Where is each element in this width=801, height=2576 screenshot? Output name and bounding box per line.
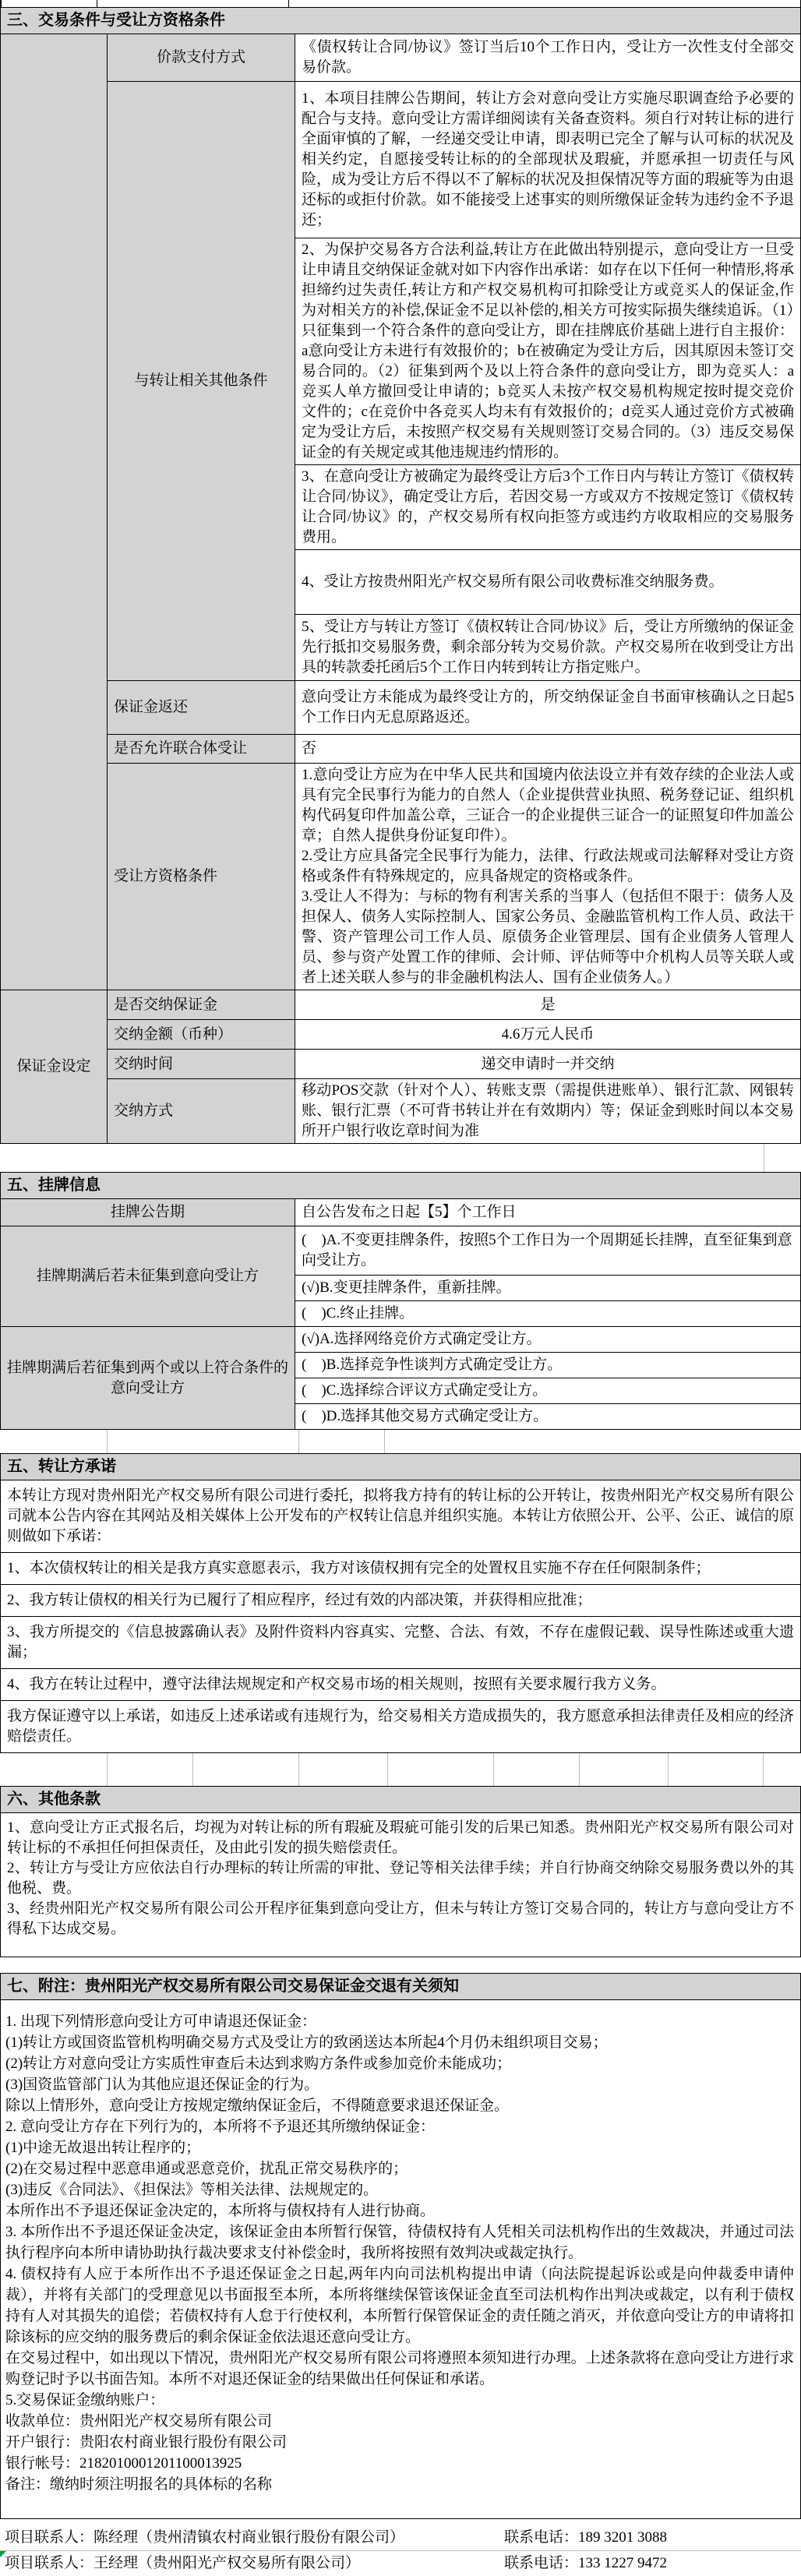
green-corner-marker-icon <box>0 2551 6 2557</box>
option-no-transferee-c: ( )C.终止挂牌。 <box>295 1301 801 1327</box>
label-price-payment: 价款支付方式 <box>108 34 295 82</box>
separator <box>0 1430 801 1453</box>
other-condition-2: 2、为保护交易各方合法利益,转让方在此做出特别提示，意向受让方一旦受让申请且交纳保证金就对如下内容作出承诺：如存在以下任何一种情形,将承担缔约过失责任,转让方和产权交易机构可扣除受让方或竞买人的保证金,作为对相关方的补偿,保证金不足以补偿的,相关方可按实际损失继续追诉。（1）只征集到一个符合条件的意向受让方，即在挂牌底价基础上进行自主报价：a意向受让方未进行有效报价的；b在被确定为受让方后，因其原因未签订交易合同的。（2）征集到两个及以上符合条件的意向受让方，即为竞买人：a竞买人单方撤回受让申请的；b竞买人未按产权交易机构规定按时提交竞价文件的；c在竞价中各竞买人均未有有效报价的；d竞买人通过竞价方式被确定为受让方后，未按照产权交易有关规则签订交易合同的。（3）违反交易保证金的有关规定或其他违规违约情形的。 <box>295 238 801 465</box>
promise-list <box>1 1480 800 1752</box>
label-no-transferee: 挂牌期满后若未征集到意向受让方 <box>1 1226 295 1327</box>
notes-list <box>5 2011 794 2495</box>
other-clause-item: 1、意向受让方正式报名后，均视为对转让标的所有瑕疵及瑕疵可能引发的后果已知悉。贵州阳光产权交易所有限公司对转让标的不承担任何担保责任，及由此引发的损失赔偿责任。 <box>7 1819 794 1856</box>
promise-paragraph: 3、我方所提交的《信息披露确认表》及附件资料内容真实、完整、合法、有效，不存在虚假记载、误导性陈述或重大遗漏； <box>1 1616 800 1668</box>
section5-listing-header: 五、挂牌信息 <box>0 1172 801 1199</box>
note-line: 1. 出现下列情形意向受让方可申请退还保证金： <box>5 2013 317 2030</box>
promise-paragraph: 本转让方现对贵州阳光产权交易所有限公司进行委托，拟将我方持有的转让标的公开转让，按贵州阳光产权交易所有限公司就本公告内容在其网站及相关媒体上公开发布的产权转让信息并组织实施。本转让方依照公开、公平、公正、诚信的原则做如下承诺： <box>7 1487 794 1544</box>
separator <box>0 1957 801 1973</box>
value-deposit-return: 意向受让方未能成为最终受让方的，所交纳保证金自书面审核确认之日起5个工作日内无息原路返还。 <box>295 681 801 735</box>
promise-paragraph: 我方保证遵守以上承诺，如违反上述承诺或有违规行为，给交易相关方造成损失的，我方愿意承担法律责任及相应的经济赔偿责任。 <box>1 1700 800 1752</box>
other-clauses-box <box>0 1813 801 1957</box>
other-condition-1: 1、本项目挂牌公告期间，转让方会对意向受让方实施尽职调查给予必要的配合与支持。意向受让方需详细阅读有关备查资料。须自行对转让标的进行全面审慎的了解，一经递交受让申请，即表明已完全了解与认可标的状况及相关约定，自愿接受转让标的的全部现状及瑕疵，并愿承担一切责任与风险，成为受让方后不得以不了解标的状况及担保情况等方面的瑕疵等为由退还标的或拒付价款。如不能接受上述事实的则所缴保证金转为违约金不予退还； <box>295 82 801 238</box>
contacts <box>0 2525 801 2576</box>
contact-row-2 <box>0 2550 801 2576</box>
left-group-empty-cell <box>1 34 108 990</box>
option-no-transferee-a: ( )A.不变更挂牌条件，按照5个工作日为一个周期延长挂牌，直至征集到意向受让方。 <box>295 1226 801 1276</box>
value-qualification <box>295 764 801 990</box>
note-line: 开户银行：贵阳农村商业银行股份有限公司 <box>5 2434 288 2451</box>
contact-phone: 联系电话：189 3201 3088 <box>504 2529 668 2546</box>
table-row <box>1 82 801 238</box>
other-clause-item: 3、经贵州阳光产权交易所有限公司公开程序征集到意向受让方，但未与转让方签订交易合同的，转让方与意向受让方不得私下达成交易。 <box>7 1900 794 1937</box>
label-other-conditions: 与转让相关其他条件 <box>108 82 295 681</box>
value-deposit-method: 移动POS交款（针对个人）、转账支票（需提供进账单）、银行汇款、网银转账、银行汇票（不可背书转让并在有效期内）等；保证金到账时间以本交易所开户银行收讫章时间为准 <box>295 1079 801 1144</box>
section7-header: 七、附注：贵州阳光产权交易所有限公司交易保证金交退有关须知 <box>0 1973 801 2000</box>
label-joint-transferee: 是否允许联合体受让 <box>108 735 295 764</box>
option-multi-c: ( )C.选择综合评议方式确定受让方。 <box>295 1378 801 1404</box>
note-line: 除以上情形外，意向受让方按规定缴纳保证金后，不得随意要求退还保证金。 <box>5 2098 510 2114</box>
contact-phone: 联系电话：133 1227 9472 <box>504 2555 668 2571</box>
table-row <box>1 1327 801 1353</box>
note-line: 收款单位：贵州阳光产权交易所有限公司 <box>5 2413 273 2430</box>
table-row <box>1 1079 801 1144</box>
other-condition-4: 4、受让方按贵州阳光产权交易所有限公司收费标准交纳服务费。 <box>295 550 801 615</box>
note-line: (2)在交易过程中恶意串通或恶意竞价，扰乱正常交易秩序的； <box>5 2161 408 2177</box>
label-deposit-time: 交纳时间 <box>108 1050 295 1079</box>
note-line: 本所作出不予退还保证金决定的，本所将与债权持有人进行协商。 <box>5 2203 436 2219</box>
table-row <box>1 1050 801 1079</box>
section6-header: 六、其他条款 <box>0 1786 801 1813</box>
notes-box <box>0 2000 801 2519</box>
note-line: 4. 债权持有人应于本所作出不予退还保证金之日起,两年内向司法机构提出申请（向法院提起诉讼或是向仲裁委申请仲裁），并将有关部门的受理意见以书面报至本所，本所将继续保管该保证金直至司法机构作出判决或裁定，以有利于债权持有人对其损失的追偿；若债权持有人怠于行使权利，本所暂行保管保证金的责任随之消灭，并依意向受让方的申请将扣除该标的应交纳的服务费后的剩余保证金依法退还意向受让方。 <box>5 2266 794 2345</box>
option-multi-d: ( )D.选择其他交易方式确定受让方。 <box>295 1404 801 1430</box>
top-sliver <box>0 0 801 7</box>
contact-name: 项目联系人：陈经理（贵州清镇农村商业银行股份有限公司） <box>5 2529 405 2546</box>
value-joint-transferee: 否 <box>295 735 801 764</box>
label-announce-period: 挂牌公告期 <box>1 1199 295 1226</box>
note-line: (2)转让方对意向受让方实质性审查后未达到求购方条件或参加竞价未能成功； <box>5 2056 512 2072</box>
other-condition-5: 5、受让方与转让方签订《债权转让合同/协议》后，受让方所缴纳的保证金先行抵扣交易服务费，剩余部分转为交易价款。产权交易所在收到受让方出具的转款委托函后5个工作日内转到转让方指定账户。 <box>295 615 801 681</box>
note-line: (1)中途无故退出转让程序的； <box>5 2140 201 2156</box>
table-row <box>1 1199 801 1226</box>
value-deposit-required: 是 <box>295 990 801 1020</box>
note-line: (3)违反《合同法》、《担保法》等相关法律、法规规定的。 <box>5 2182 379 2198</box>
listing-table <box>0 1198 801 1430</box>
qualification-item: 2.受让方应具备完全民事行为能力，法律、行政法规或司法解释对受让方资格或条件有特殊规定的，应具备规定的资格或条件。 <box>302 848 794 884</box>
qualification-item: 1.意向受让方应为在中华人民共和国境内依法设立并有效存续的企业法人或具有完全民事行为能力的自然人（企业提供营业执照、税务登记证、组织机构代码复印件加盖公章，三证合一的企业提供三证合一的证照复印件加盖公章；自然人提供身份证复印件）。 <box>302 767 794 844</box>
note-line: (1)转让方或国资监管机构明确交易方式及受让方的致函送达本所起4个月仍未组织项目交易； <box>5 2034 608 2051</box>
note-line: 5.交易保证金缴纳账户： <box>5 2392 165 2408</box>
label-deposit-amount: 交纳金额（币种） <box>108 1020 295 1050</box>
promise-box <box>0 1480 801 1753</box>
value-price-payment: 《债权转让合同/协议》签订当后10个工作日内，受让方一次性支付全部交易价款。 <box>295 34 801 82</box>
label-multiple-transferees: 挂牌期满后若征集到两个或以上符合条件的意向受让方 <box>1 1327 295 1430</box>
note-line: 2. 意向受让方存在下列行为的，本所将不予退还其所缴纳保证金： <box>5 2119 436 2135</box>
option-multi-a: (√)A.选择网络竞价方式确定受让方。 <box>295 1327 801 1353</box>
separator <box>0 1144 801 1172</box>
note-line: 3. 本所作出不予退还保证金决定，该保证金由本所暂行保管，待债权持有人凭相关司法机构作出的生效裁决，并通过司法执行程序向本所申请协助执行裁决要求支付补偿金时，我所将按照有效判决或裁定执行。 <box>5 2224 794 2261</box>
other-clauses-list <box>7 1818 794 1939</box>
label-deposit-required: 是否交纳保证金 <box>108 990 295 1020</box>
conditions-table <box>0 34 801 1144</box>
section5-promise-header: 五、转让方承诺 <box>0 1453 801 1480</box>
value-announce-period: 自公告发布之日起【5】个工作日 <box>295 1199 801 1226</box>
label-deposit-method: 交纳方式 <box>108 1079 295 1144</box>
table-row <box>1 681 801 735</box>
note-line: 银行帐号：2182010001201100013925 <box>5 2455 242 2472</box>
label-deposit-group: 保证金设定 <box>1 990 108 1144</box>
table-row <box>1 1226 801 1276</box>
note-line: 在交易过程中，如出现以下情况，贵州阳光产权交易所有限公司将遵照本须知进行办理。上述条款将在意向受让方进行求购登记时予以书面告知。本所不对退还保证金的结果做出任何保证和承诺。 <box>5 2350 794 2387</box>
value-deposit-amount: 4.6万元人民币 <box>295 1020 801 1050</box>
table-row <box>1 34 801 82</box>
qualification-item: 3.受让人不得为：与标的物有利害关系的当事人（包括但不限于：债务人及担保人、债务人实际控制人、国家公务员、金融监管机构工作人员、政法干警、资产管理公司工作人员、原债务企业管理层、国有企业债务人管理人员、参与资产处置工作的律师、会计师、评估师等中介机构人员等关联人或者上述关联人参与的非金融机构法人、国有企业债务人。） <box>302 888 794 986</box>
note-line: (3)国资监管部门认为其他应退还保证金的行为。 <box>5 2077 319 2093</box>
separator <box>0 1753 801 1786</box>
other-condition-3: 3、在意向受让方被确定为最终受让方后3个工作日内与转让方签订《债权转让合同/协议》，确定受让方后，若因交易一方或双方不按规定签订《债权转让合同/协议》的，产权交易所有权向拒签方或违约方收取相应的交易服务费用。 <box>295 465 801 550</box>
contact-name: 项目联系人：王经理（贵州阳光产权交易所有限公司） <box>5 2555 361 2571</box>
promise-paragraph: 2、我方转让债权的相关行为已履行了相应程序，经过有效的内部决策，并获得相应批准； <box>1 1584 800 1616</box>
option-multi-b: ( )B.选择竞争性谈判方式确定受让方。 <box>295 1353 801 1378</box>
table-row <box>1 990 801 1020</box>
contact-row-1 <box>0 2525 801 2550</box>
table-row <box>1 735 801 764</box>
table-row <box>1 1020 801 1050</box>
table-row <box>1 764 801 990</box>
label-qualification: 受让方资格条件 <box>108 764 295 990</box>
section3-header: 三、交易条件与受让方资格条件 <box>0 7 801 34</box>
promise-paragraph: 1、本次债权转让的相关是我方真实意愿表示，我方对该债权拥有完全的处置权且实施不存在任何限制条件； <box>1 1552 800 1584</box>
note-line: 备注：缴纳时须注明报名的具体标的名称 <box>5 2476 273 2493</box>
value-deposit-time: 递交申请时一并交纳 <box>295 1050 801 1079</box>
promise-paragraph: 4、我方在转让过程中，遵守法律法规规定和产权交易市场的相关规则，按照有关要求履行我方义务。 <box>1 1668 800 1700</box>
qualification-list <box>302 765 794 988</box>
other-clause-item: 2、转让方与受让方应依法自行办理标的转让所需的审批、登记等相关法律手续；并自行协商交纳除交易服务费以外的其他税、费。 <box>7 1860 794 1897</box>
option-no-transferee-b: (√)B.变更挂牌条件，重新挂牌。 <box>295 1276 801 1301</box>
label-deposit-return: 保证金返还 <box>108 681 295 735</box>
